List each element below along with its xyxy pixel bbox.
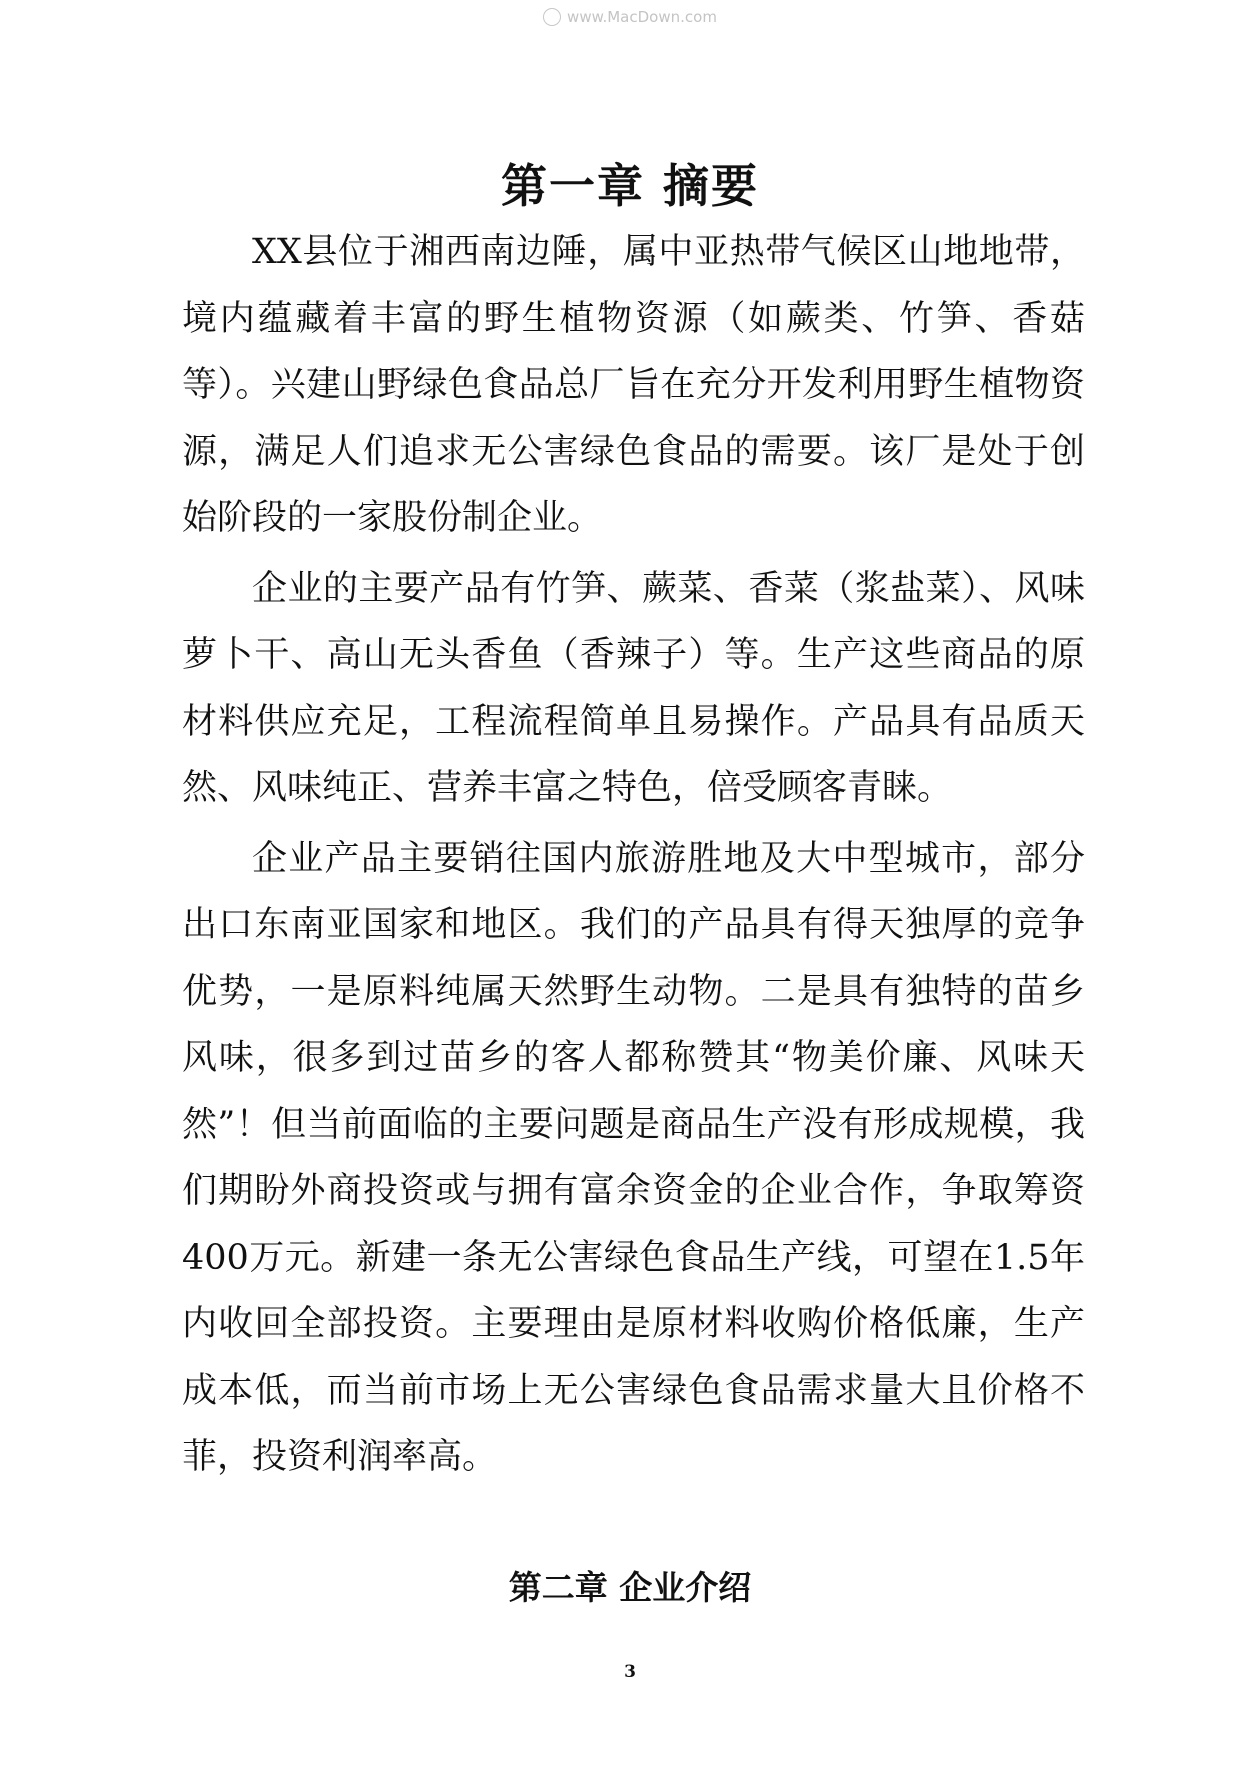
- macdown-logo-icon: [543, 8, 561, 26]
- chapter-1-body: [182, 219, 1085, 1495]
- watermark: [0, 8, 1260, 27]
- chapter-2-title: 第二章 企业介绍: [508, 1568, 752, 1607]
- paragraph-3: 企业产品主要销往国内旅游胜地及大中型城市，部分出口东南亚国家和地区。我们的产品具有得天独厚的竞争优势，一是原料纯属天然野生动物。二是具有独特的苗乡风味，很多到过苗乡的客人都称赞其“物美价廉、风味天然”！但当前面临的主要问题是商品生产没有形成规模，我们期盼外商投资或与拥有富余资金的企业合作，争取筹资400万元。新建一条无公害绿色食品生产线，可望在1.5年内收回全部投资。主要理由是原材料收购价格低廉，生产成本低，而当前市场上无公害绿色食品需求量大且价格不菲，投资利润率高。: [182, 838, 1085, 1477]
- paragraph-2: 企业的主要产品有竹笋、蕨菜、香菜（浆盐菜）、风味萝卜干、高山无头香鱼（香辣子）等。生产这些商品的原材料供应充足，工程流程简单且易操作。产品具有品质天然、风味纯正、营养丰富之特色，倍受顾客青睐。: [182, 568, 1085, 808]
- page-number: 3: [624, 1662, 636, 1682]
- paragraph-1: XX县位于湘西南边陲，属中亚热带气候区山地地带，境内蕴藏着丰富的野生植物资源（如蕨类、竹笋、香菇等）。兴建山野绿色食品总厂旨在充分开发利用野生植物资源，满足人们追求无公害绿色食品的需要。该厂是处于创始阶段的一家股份制企业。: [182, 232, 1085, 538]
- watermark-text: www.MacDown.com: [567, 8, 717, 26]
- chapter-1-title: 第一章 摘要: [500, 159, 759, 213]
